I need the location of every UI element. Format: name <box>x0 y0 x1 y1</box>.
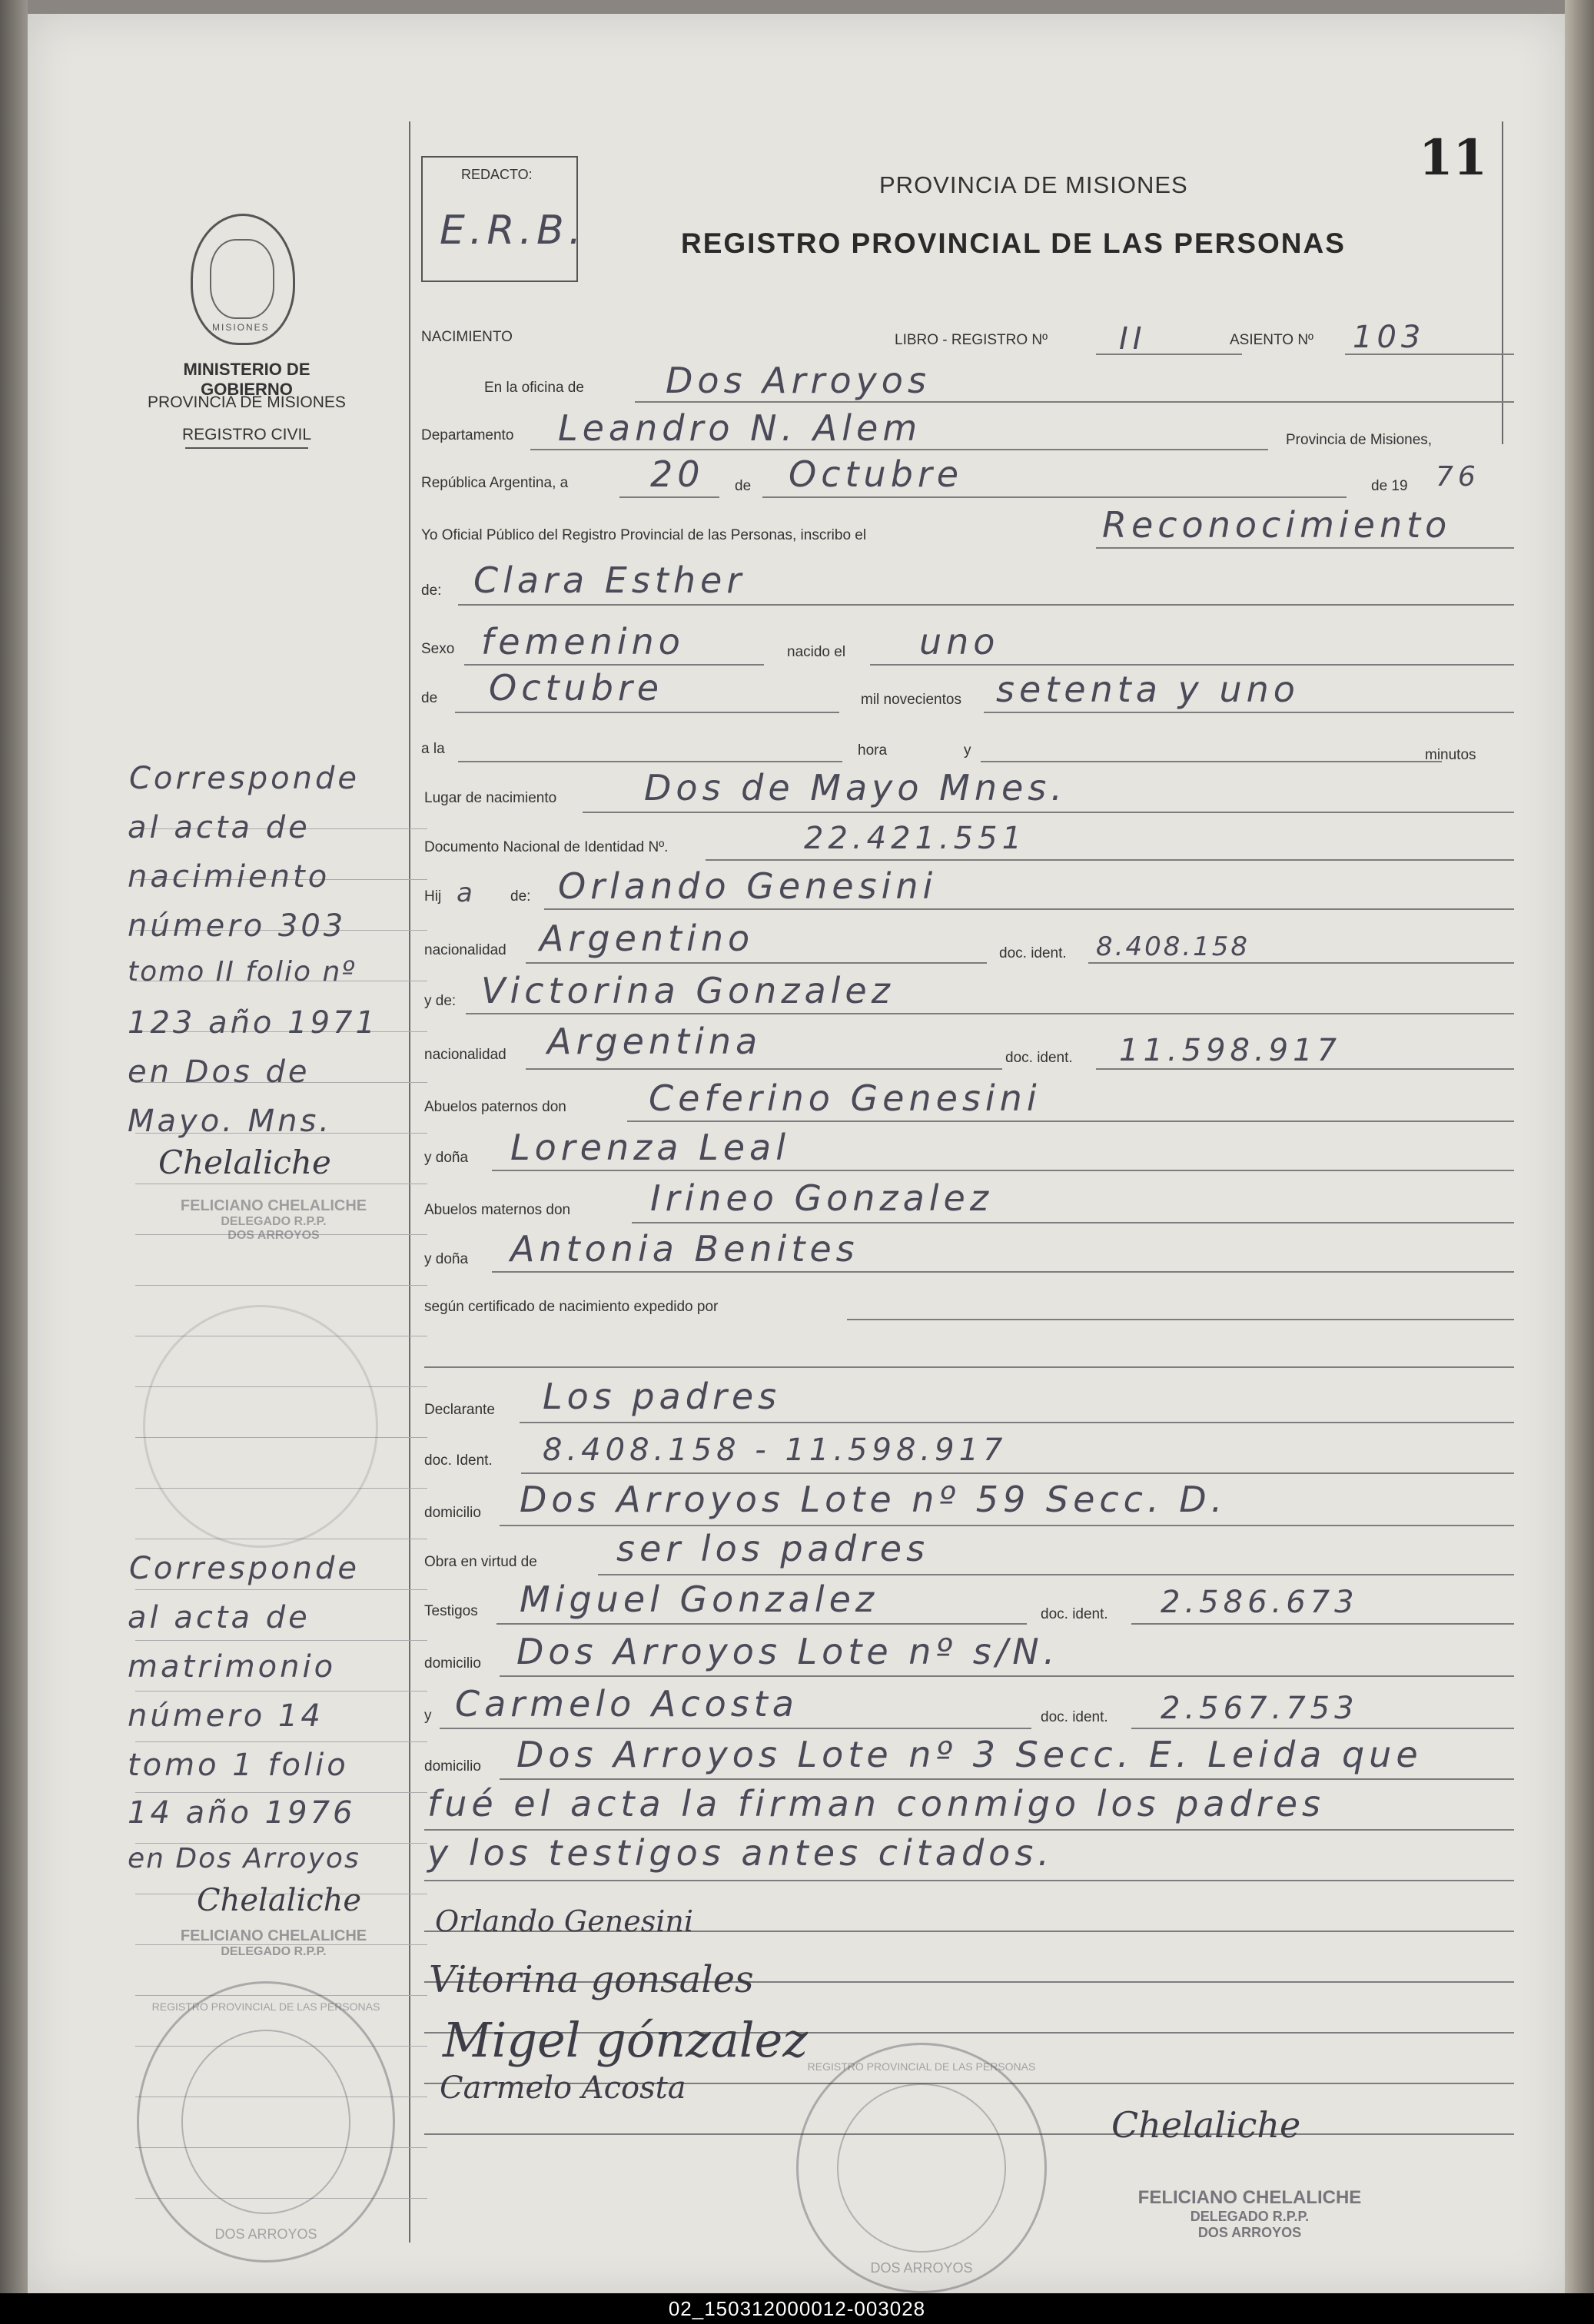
testigo1-dom-value: Dos Arroyos Lote nº s/N. <box>516 1631 1060 1672</box>
abuela-mat-value: Antonia Benites <box>510 1228 859 1270</box>
abuela-pat-line <box>492 1170 1514 1171</box>
tipo-line <box>1096 547 1514 549</box>
padre-nac-line <box>526 962 987 964</box>
note1-line4: número 303 <box>128 908 347 944</box>
lugar-label: Lugar de nacimiento <box>424 790 557 806</box>
libro-line <box>1096 354 1242 355</box>
abuela-pat-value: Lorenza Leal <box>510 1127 790 1168</box>
note1-signature: Chelaliche <box>158 1144 331 1181</box>
sexo-label: Sexo <box>421 641 455 657</box>
libro-value: II <box>1119 321 1147 357</box>
testigo1-value: Miguel Gonzalez <box>520 1579 879 1620</box>
seal-left-inner-ring <box>181 2030 350 2214</box>
nacido-mes-value: Octubre <box>489 667 664 709</box>
lugar-value: Dos de Mayo Mnes. <box>644 767 1067 808</box>
minutos-line <box>981 761 1442 762</box>
decl-dom-label: domicilio <box>424 1505 481 1521</box>
declarante-label: Declarante <box>424 1402 495 1418</box>
obra-label: Obra en virtud de <box>424 1554 537 1570</box>
madre-nac-value: Argentina <box>547 1021 762 1062</box>
testigo2-doc-label: doc. ident. <box>1041 1709 1108 1725</box>
declarante-value: Los padres <box>543 1376 782 1417</box>
nacido-label: nacido el <box>787 644 846 660</box>
margin-line-j <box>135 1285 427 1286</box>
note2-stamp <box>143 1927 404 1959</box>
hij-letter: a <box>457 878 475 908</box>
ministry-seal <box>191 214 295 345</box>
note2-stamp-role: DELEGADO R.P.P. <box>221 1945 327 1958</box>
hora-label: hora <box>858 742 888 759</box>
note1-stamp <box>143 1197 404 1243</box>
note1-line8: Mayo. Mns. <box>128 1104 333 1139</box>
note2-line7: en Dos Arroyos <box>128 1843 360 1874</box>
asiento-label: ASIENTO Nº <box>1230 332 1313 348</box>
testigo2-line <box>440 1728 1031 1729</box>
testigos-label: Testigos <box>424 1603 478 1619</box>
signature-father: Orlando Genesini <box>435 1904 693 1938</box>
note2-line6: 14 año 1976 <box>128 1795 356 1831</box>
testigo2-dom-value: Dos Arroyos Lote nº 3 Secc. E. Leida que <box>516 1734 1423 1775</box>
note2-line3: matrimonio <box>128 1649 337 1685</box>
lugar-line <box>583 812 1514 813</box>
madre-doc-line <box>1096 1068 1514 1070</box>
padre-doc-label: doc. ident. <box>999 945 1067 961</box>
padre-nac-value: Argentino <box>540 918 755 959</box>
note1-line1: Corresponde <box>129 761 360 796</box>
segun-label: según certificado de nacimiento expedido por <box>424 1299 719 1315</box>
margin-line-t <box>135 1792 427 1793</box>
cierre1-line <box>424 1829 1514 1831</box>
redacto-value: E.R.B. <box>440 208 586 254</box>
decl-doc-label: doc. Ident. <box>424 1452 493 1469</box>
testigo1-line <box>496 1623 1027 1625</box>
signature-official: Chelaliche <box>1111 2104 1301 2146</box>
de2-label: de <box>421 690 438 706</box>
provincia-label: Provincia de Misiones, <box>1286 432 1433 448</box>
margin-line-r <box>135 1691 427 1692</box>
cierre2-value: y los testigos antes citados. <box>427 1832 1054 1874</box>
nacimiento-label: NACIMIENTO <box>421 329 513 345</box>
note1-line2: al acta de <box>128 810 310 845</box>
obra-line <box>598 1574 1514 1575</box>
testigo2-dom-label: domicilio <box>424 1758 481 1775</box>
registry-heading: REGISTRO PROVINCIAL DE LAS PERSONAS <box>681 227 1346 259</box>
obra-value: ser los padres <box>616 1528 930 1569</box>
redacto-box <box>421 156 586 282</box>
note2-line1: Corresponde <box>129 1551 360 1586</box>
redacto-label: REDACTO: <box>461 167 533 182</box>
testigo2-y-label: y <box>424 1708 432 1724</box>
abuelos-pat-label: Abuelos paternos don <box>424 1099 566 1115</box>
dni-label: Documento Nacional de Identidad Nº. <box>424 839 669 855</box>
seal-left-bottom-text: DOS ARROYOS <box>214 2226 317 2242</box>
note1-stamp-role: DELEGADO R.P.P. <box>221 1215 327 1228</box>
y-de-label: y de: <box>424 993 457 1009</box>
de-label: de <box>735 478 752 494</box>
libro-label: LIBRO - REGISTRO Nº <box>895 332 1048 348</box>
abuelos-mat-label: Abuelos maternos don <box>424 1202 571 1218</box>
signature-mother: Vitorina gonsales <box>429 1958 754 2001</box>
margin-line-q <box>135 1640 427 1641</box>
cierre2-line <box>424 1880 1514 1881</box>
dni-value: 22.421.551 <box>804 821 1027 856</box>
decl-dom-value: Dos Arroyos Lote nº 59 Secc. D. <box>520 1479 1227 1520</box>
note1-line5: tomo II folio nº <box>128 956 357 988</box>
right-margin-rule <box>1502 121 1503 444</box>
de19-label: de 19 <box>1371 478 1408 494</box>
registry-seal-faint <box>143 1305 378 1548</box>
oficina-value: Dos Arroyos <box>666 360 931 401</box>
official-stamp-place: DOS ARROYOS <box>1197 2225 1302 2240</box>
departamento-value: Leandro N. Alem <box>558 407 922 449</box>
nombre-line <box>458 604 1514 606</box>
testigo2-value: Carmelo Acosta <box>455 1683 799 1725</box>
decl-dom-line <box>500 1525 1514 1526</box>
seal-center-ring-text: REGISTRO PROVINCIAL DE LAS PERSONAS <box>807 2060 1036 2073</box>
note1-stamp-name: FELICIANO CHELALICHE <box>180 1197 367 1214</box>
madre-nac-label: nacionalidad <box>424 1047 506 1063</box>
seal-center-bottom-text: DOS ARROYOS <box>870 2260 973 2276</box>
oficina-label: En la oficina de <box>484 380 584 396</box>
ministry-underline <box>185 447 308 449</box>
margin-line-p <box>135 1589 427 1590</box>
official-stamp-name: FELICIANO CHELALICHE <box>1137 2187 1362 2208</box>
abuela-mat-line <box>492 1271 1514 1273</box>
note1-line3: nacimiento <box>128 859 330 895</box>
nombre-value: Clara Esther <box>473 559 746 601</box>
departamento-label: Departamento <box>421 427 514 443</box>
abuela-mat-label: y doña <box>424 1251 469 1267</box>
hij-label: Hij <box>424 888 442 905</box>
sexo-value: femenino <box>481 621 685 662</box>
ministry-name: MINISTERIO DE GOBIERNO <box>183 360 310 399</box>
dni-line <box>706 859 1514 861</box>
note1-line6: 123 año 1971 <box>128 1005 378 1041</box>
seal-text: MISIONES <box>212 322 270 333</box>
asiento-value: 103 <box>1353 320 1426 355</box>
decl-doc-value: 8.408.158 - 11.598.917 <box>543 1433 1008 1468</box>
mes-value: Octubre <box>789 453 964 495</box>
nacido-line <box>870 664 1514 666</box>
padre-doc-line <box>1088 962 1514 964</box>
margin-rule <box>409 121 410 2243</box>
registry-seal-center <box>796 2043 1047 2293</box>
registry-seal-left <box>137 1981 395 2263</box>
note1-line7: en Dos de <box>128 1054 310 1090</box>
testigo1-dom-line <box>500 1675 1514 1677</box>
signature-witness1: Migel gónzalez <box>443 2012 808 2068</box>
y-label: y <box>964 742 971 759</box>
madre-doc-label: doc. ident. <box>1005 1050 1073 1066</box>
official-stamp <box>1104 2187 1396 2241</box>
minutos-label: minutos <box>1425 747 1476 763</box>
cierre1-value: fué el acta la firman conmigo los padres <box>427 1783 1325 1824</box>
note2-stamp-name: FELICIANO CHELALICHE <box>180 1927 367 1944</box>
segun-line <box>847 1319 1514 1320</box>
nacido-anio-line <box>984 712 1514 713</box>
testigo1-dom-label: domicilio <box>424 1655 481 1672</box>
margin-line-s <box>135 1741 427 1742</box>
testigo2-doc-line <box>1131 1728 1514 1729</box>
note2-line5: tomo 1 folio <box>128 1748 349 1783</box>
madre-doc-value: 11.598.917 <box>1119 1033 1342 1068</box>
nacido-mes-line <box>455 712 839 713</box>
page-edge <box>1565 0 1594 2324</box>
nacido-anio-value: setenta y uno <box>996 669 1300 710</box>
anio-value: 76 <box>1436 461 1480 493</box>
decl-doc-line <box>521 1472 1514 1474</box>
book-binding <box>0 0 28 2324</box>
padre-value: Orlando Genesini <box>558 865 938 907</box>
mil-label: mil novecientos <box>861 692 961 708</box>
note1-stamp-place: DOS ARROYOS <box>227 1229 320 1242</box>
hij-de-label: de: <box>510 888 531 905</box>
padre-doc-value: 8.408.158 <box>1096 931 1250 962</box>
province-heading: PROVINCIA DE MISIONES <box>879 171 1188 198</box>
testigo2-dom-line <box>500 1778 1514 1780</box>
nombre-label: de: <box>421 583 442 599</box>
oficina-line <box>635 401 1514 403</box>
segun-line2 <box>424 1366 1514 1368</box>
seal-inner-ring <box>837 2083 1006 2253</box>
abuelo-pat-line <box>627 1120 1514 1122</box>
seal-emblem <box>210 239 274 319</box>
abuelo-mat-line <box>632 1222 1514 1223</box>
padre-nac-label: nacionalidad <box>424 942 506 958</box>
testigo1-doc-label: doc. ident. <box>1041 1606 1108 1622</box>
page-number: 11 <box>1419 129 1488 187</box>
abuela-pat-label: y doña <box>424 1150 469 1166</box>
oficial-label: Yo Oficial Público del Registro Provincial de las Personas, inscribo el <box>421 527 867 543</box>
madre-value: Victorina Gonzalez <box>481 970 895 1011</box>
abuelo-pat-value: Ceferino Genesini <box>649 1077 1041 1119</box>
document-page <box>28 14 1565 2296</box>
testigo1-doc-value: 2.586.673 <box>1161 1585 1359 1620</box>
official-stamp-role: DELEGADO R.P.P. <box>1190 2209 1310 2224</box>
mes-line <box>762 496 1347 498</box>
declarante-line <box>520 1422 1514 1423</box>
madre-line <box>466 1013 1514 1014</box>
sexo-line <box>464 664 764 666</box>
dia-line <box>619 496 719 498</box>
testigo1-doc-line <box>1131 1623 1514 1625</box>
seal-left-ring-text: REGISTRO PROVINCIAL DE LAS PERSONAS <box>151 2000 380 2013</box>
madre-nac-line <box>526 1068 1002 1070</box>
image-id-footer: 02_150312000012-003028 <box>0 2293 1594 2324</box>
ministry-registry: REGISTRO CIVIL <box>181 426 312 443</box>
tipo-acta-value: Reconocimiento <box>1102 504 1452 546</box>
hora-line <box>458 761 842 762</box>
note2-signature: Chelaliche <box>197 1883 362 1918</box>
dia-value: 20 <box>650 453 705 495</box>
republica-label: República Argentina, a <box>421 475 569 491</box>
testigo2-doc-value: 2.567.753 <box>1161 1691 1359 1726</box>
note2-line2: al acta de <box>128 1600 310 1635</box>
departamento-line <box>530 449 1268 450</box>
abuelo-mat-value: Irineo Gonzalez <box>650 1177 993 1219</box>
note2-line4: número 14 <box>128 1698 324 1734</box>
signature-witness2: Carmelo Acosta <box>440 2070 686 2106</box>
padre-line <box>544 908 1514 910</box>
ala-label: a la <box>421 741 445 757</box>
ministry-province: PROVINCIA DE MISIONES <box>148 393 346 411</box>
nacido-dia-value: uno <box>919 621 1000 662</box>
